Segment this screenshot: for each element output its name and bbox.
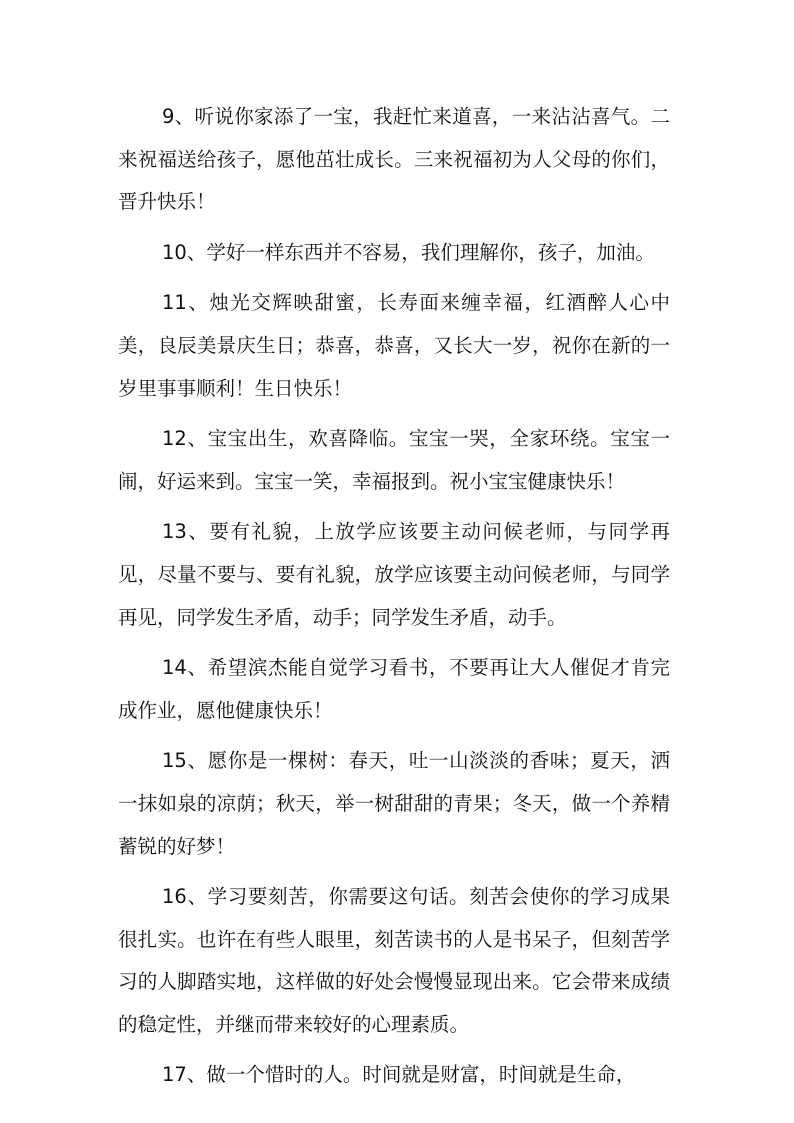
paragraph-12: 12、宝宝出生，欢喜降临。宝宝一哭，全家环绕。宝宝一闹，好运来到。宝宝一笑，幸福报到。祝小宝宝健康快乐！ [118, 427, 670, 493]
paragraph-15: 15、愿你是一棵树：春天，吐一山淡淡的香味；夏天，洒一抹如泉的凉荫；秋天，举一树甜甜的青果；冬天，做一个养精蓄锐的好梦！ [118, 749, 670, 858]
paragraph-11: 11、烛光交辉映甜蜜，长寿面来缠幸福，红酒醉人心中美，良辰美景庆生日；恭喜，恭喜，又长大一岁，祝你在新的一岁里事事顺利！生日快乐！ [118, 291, 670, 400]
paragraph-9: 9、听说你家添了一宝，我赶忙来道喜，一来沾沾喜气。二来祝福送给孩子，愿他茁壮成长。三来祝福初为人父母的你们，晋升快乐！ [118, 105, 670, 214]
paragraph-16: 16、学习要刻苦，你需要这句话。刻苦会使你的学习成果很扎实。也许在有些人眼里，刻苦读书的人是书呆子，但刻苦学习的人脚踏实地，这样做的好处会慢慢显现出来。它会带来成绩的稳定性，并继而带来较好的心理素质。 [118, 885, 670, 1036]
paragraph-17: 17、做一个惜时的人。时间就是财富，时间就是生命， [162, 1063, 636, 1087]
paragraph-14: 14、希望滨杰能自觉学习看书，不要再让大人催促才肯完成作业，愿他健康快乐！ [118, 656, 670, 722]
paragraph-13: 13、要有礼貌，上放学应该要主动问候老师，与同学再见，尽量不要与、要有礼貌，放学应该要主动问候老师，与同学再见，同学发生矛盾，动手；同学发生矛盾，动手。 [118, 520, 670, 629]
paragraph-10: 10、学好一样东西并不容易，我们理解你，孩子，加油。 [162, 240, 655, 264]
document-body [118, 96, 670, 1105]
